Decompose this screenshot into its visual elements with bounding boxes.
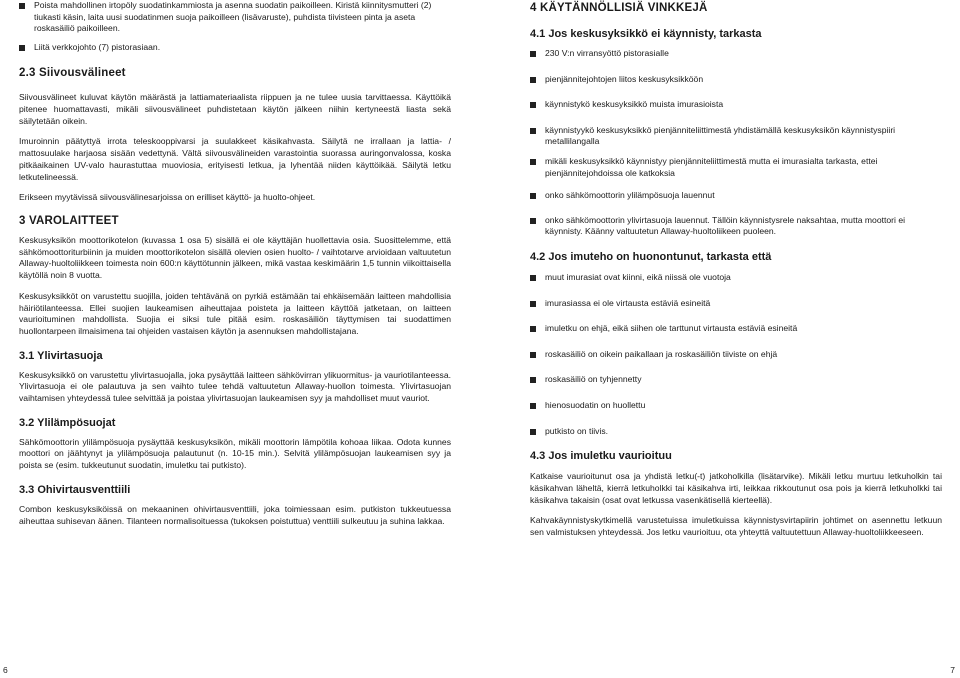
list-item xyxy=(530,298,942,310)
list-item xyxy=(530,74,942,86)
list-item-text: imurasiassa ei ole virtausta estäviä esineitä xyxy=(545,297,711,308)
list-item-text: onko sähkömoottorin ylivirtasuoja lauennut. Tällöin käynnistysrele naksahtaa, mutta moottori ei käynnisty. Käänny valtuutetun Allaway-huoltoliikeen puoleen. xyxy=(545,214,906,237)
list-item-text: mikäli keskusyksikkö käynnistyy pienjänniteliittimestä mutta ei imurasialta tarkasta, ettei pienjännitejohdoissa ole katkoksia xyxy=(545,155,878,178)
right-column xyxy=(530,0,942,539)
section-heading: 4.1 Jos keskusyksikkö ei käynnisty, tarkasta xyxy=(530,28,762,40)
section-heading: 4 KÄYTÄNNÖLLISIÄ VINKKEJÄ xyxy=(530,2,708,14)
section-heading: 3.2 Ylilämpösuojat xyxy=(19,416,116,429)
paragraph: Erikseen myytävissä siivousvälinesarjoissa on erilliset käyttö- ja huolto-ohjeet. xyxy=(19,192,316,203)
page-number-right: 7 xyxy=(950,665,955,675)
bullet-square-icon xyxy=(19,3,25,9)
bullet-square-icon xyxy=(19,45,25,51)
list-item xyxy=(530,190,942,202)
list-item-text: onko sähkömoottorin ylilämpösuoja lauennut xyxy=(545,190,715,201)
list-item-text: pienjännitejohtojen liitos keskusyksikköön xyxy=(545,73,704,84)
list-item xyxy=(530,400,942,412)
bullet-square-icon xyxy=(530,159,536,165)
list-item-text: roskasäiliö on tyhjennetty xyxy=(545,374,642,385)
bullet-square-icon xyxy=(530,193,536,199)
list-item xyxy=(530,349,942,361)
list-item-text: käynnistyykö keskusyksikkö pienjänniteliittimestä yhdistämällä keskusyksikön käynnistyspiiri metallilangalla xyxy=(545,124,896,147)
bullet-square-icon xyxy=(530,77,536,83)
list-item xyxy=(530,272,942,284)
bullet-square-icon xyxy=(530,403,536,409)
list-item-text: imuletku on ehjä, eikä siihen ole tarttunut virtausta estäviä esineitä xyxy=(545,323,798,334)
bullet-square-icon xyxy=(530,326,536,332)
list-item-text: roskasäiliö on oikein paikallaan ja roskasäiliön tiiviste on ehjä xyxy=(545,348,778,359)
section-heading: 4.2 Jos imuteho on huonontunut, tarkasta että xyxy=(530,250,772,263)
list-item-text: Liitä verkkojohto (7) pistorasiaan. xyxy=(34,41,161,52)
checklist-start-power xyxy=(530,48,942,238)
left-column xyxy=(19,0,451,527)
paragraph: Sähkömoottorin ylilämpösuoja pysäyttää keskusyksikön, mikäli moottorin lämpötila kohoaa liikaa. Odota kunnes moottori on jäähtynyt ja ylilämpösuoja palautunut (n. 10-15 min.). Selvitä ylilämpösuojan laukeamisen syy ja poista se (esim. tukkeutunut suodatin, imuletku tai putkisto). xyxy=(19,436,451,471)
paragraph: Katkaise vaurioitunut osa ja yhdistä letku(-t) jatkoholkilla (lisätarvike). Mikäli letku murtuu letkuholkin tai käsikahvan läheltä, kierrä letkuholkki tai käsikahva irti, leikkaa rikkoutunut osa pois ja kierrä letkuholkki tai käsikahva takaisin (osat ovat letkussa vasenkätisellä kierteellä). xyxy=(530,471,942,505)
section-heading: 4.3 Jos imuletku vaurioituu xyxy=(530,450,672,463)
paragraph: Keskusyksikön moottorikotelon (kuvassa 1 osa 5) sisällä ei ole käyttäjän huollettavia osia. Suosittelemme, että sähkömoottoriturbiinin ja muiden moottorikotelon sisällä olevien osien huolto- / vaihtotarve arvioidaan valtuutetun Allaway-huoltoliikkeen toimesta noin 600:n käyttötunnin jälkeen, mikä vastaa keskimäärin 1,5 tunnin viikoittaisella käytöllä noin 8 vuotta. xyxy=(19,235,451,281)
paragraph: Kahvakäynnistyskytkimellä varustetuissa imuletkuissa käynnistysvirtapiirin johtimet on asennettu letkuun sen valmistuksen yhteydessä. Jos letku vaurioituu, ota yhteyttä valtuutettuun Allaway-huoltoliikkeeseen. xyxy=(530,515,942,537)
list-item xyxy=(530,215,942,238)
bullet-square-icon xyxy=(530,51,536,57)
bullet-square-icon xyxy=(530,218,536,224)
list-item-text: muut imurasiat ovat kiinni, eikä niissä ole vuotoja xyxy=(545,271,731,282)
list-item xyxy=(19,42,451,54)
list-item xyxy=(530,99,942,111)
paragraph: Keskusyksikkö on varustettu ylivirtasuojalla, joka pysäyttää laitteen sähkövirran ylikuormitus- ja vauriotilanteessa. Ylivirtasuoja ei ole palautuva ja sen vaihto tulee tehdä valtuutetun Allaway-huollon toimesta. Ylivirtasuojan vaihtamisen yhteydessä tulee selvittää ja poistaa ylivirtasuojan laukeamisen syy ja mahdolliset muut vauriot. xyxy=(19,369,451,404)
bullet-square-icon xyxy=(530,128,536,134)
list-item xyxy=(530,48,942,60)
list-item xyxy=(530,125,942,148)
section-heading: 3.1 Ylivirtasuoja xyxy=(19,349,103,362)
bullet-square-icon xyxy=(530,301,536,307)
bullet-square-icon xyxy=(530,352,536,358)
list-item-text: hienosuodatin on huollettu xyxy=(545,399,646,410)
section-heading: 2.3 Siivousvälineet xyxy=(19,67,126,80)
paragraph: Imuroinnin päätyttyä irrota teleskooppivarsi ja suulakkeet käsikahvasta. Säilytä ne irrallaan ja lattia- / mattosuulake harjaosa sisään vedettynä. Vältä siivousvälineiden varastointia suorassa auringonvalossa, koska pitkäaikainen UV-valo haurastuttaa muoviosia, erityisesti letkua, ja lyhentää niiden käyttöikää. Säilytä letku letkutelineessä. xyxy=(19,136,451,182)
checklist-suction xyxy=(530,272,942,437)
bullet-square-icon xyxy=(530,102,536,108)
list-item xyxy=(19,0,451,35)
list-item-text: putkisto on tiivis. xyxy=(545,425,609,436)
section-heading: 3 VAROLAITTEET xyxy=(19,215,119,227)
bullet-square-icon xyxy=(530,275,536,281)
list-item xyxy=(530,156,942,179)
list-item xyxy=(530,323,942,335)
list-item-text: 230 V:n virransyöttö pistorasialle xyxy=(545,48,669,58)
page-number-left: 6 xyxy=(3,665,8,675)
list-item xyxy=(530,374,942,386)
paragraph: Siivousvälineet kuluvat käytön määrästä ja lattiamateriaalista riippuen ja ne tulee uusia tarvittaessa. Käyttöikä pitenee huomattavasti, mikäli siivousvälineet puhdistetaan käytön jälkeen niihin kertyneestä liasta sekä säilytetään oikein. xyxy=(19,92,451,126)
paragraph: Keskusyksikköt on varustettu suojilla, joiden tehtävänä on pyrkiä estämään tai ehkäisemään laitteen mahdollisia häiriötilanteessa. Ellei suojien laukeamisen aiheuttajaa poisteta ja laitteen käyttöä jatketaan, on laitteen vaurioituminen mahdollista. Suojia ei siksi tule pitää esim. roskasäiliön täyttymisen tai suodattimen huollontarpeen ilmaisimena tai ohjeiden vastaisen käytön ja asennuksen mahdollistajana. xyxy=(19,290,451,336)
bullet-square-icon xyxy=(530,377,536,383)
paragraph: Combon keskusyksiköissä on mekaaninen ohivirtausventtiili, joka toimiessaan esim. putkiston tukkeutuessa aiheuttaa suhisevan äänen. Tilanteen normalisoituessa (tukoksen poistuttua) venttiili sulkeutuu ja suhina lakkaa. xyxy=(19,503,451,526)
list-item-text: Poista mahdollinen irtopöly suodatinkammiosta ja asenna suodatin paikoilleen. Kiristä kiinnitysmutteri (2) tiukasti käsin, laita uusi suodatinmen suoja paikoilleen (lisävaruste), puhdista tiivisteen pinta ja aseta roskasäiliö paikoilleen. xyxy=(34,0,432,34)
bullet-square-icon xyxy=(530,429,536,435)
section-heading: 3.3 Ohivirtausventtiili xyxy=(19,483,131,496)
list-item-text: käynnistykö keskusyksikkö muista imurasioista xyxy=(545,99,724,110)
list-item xyxy=(530,426,942,438)
